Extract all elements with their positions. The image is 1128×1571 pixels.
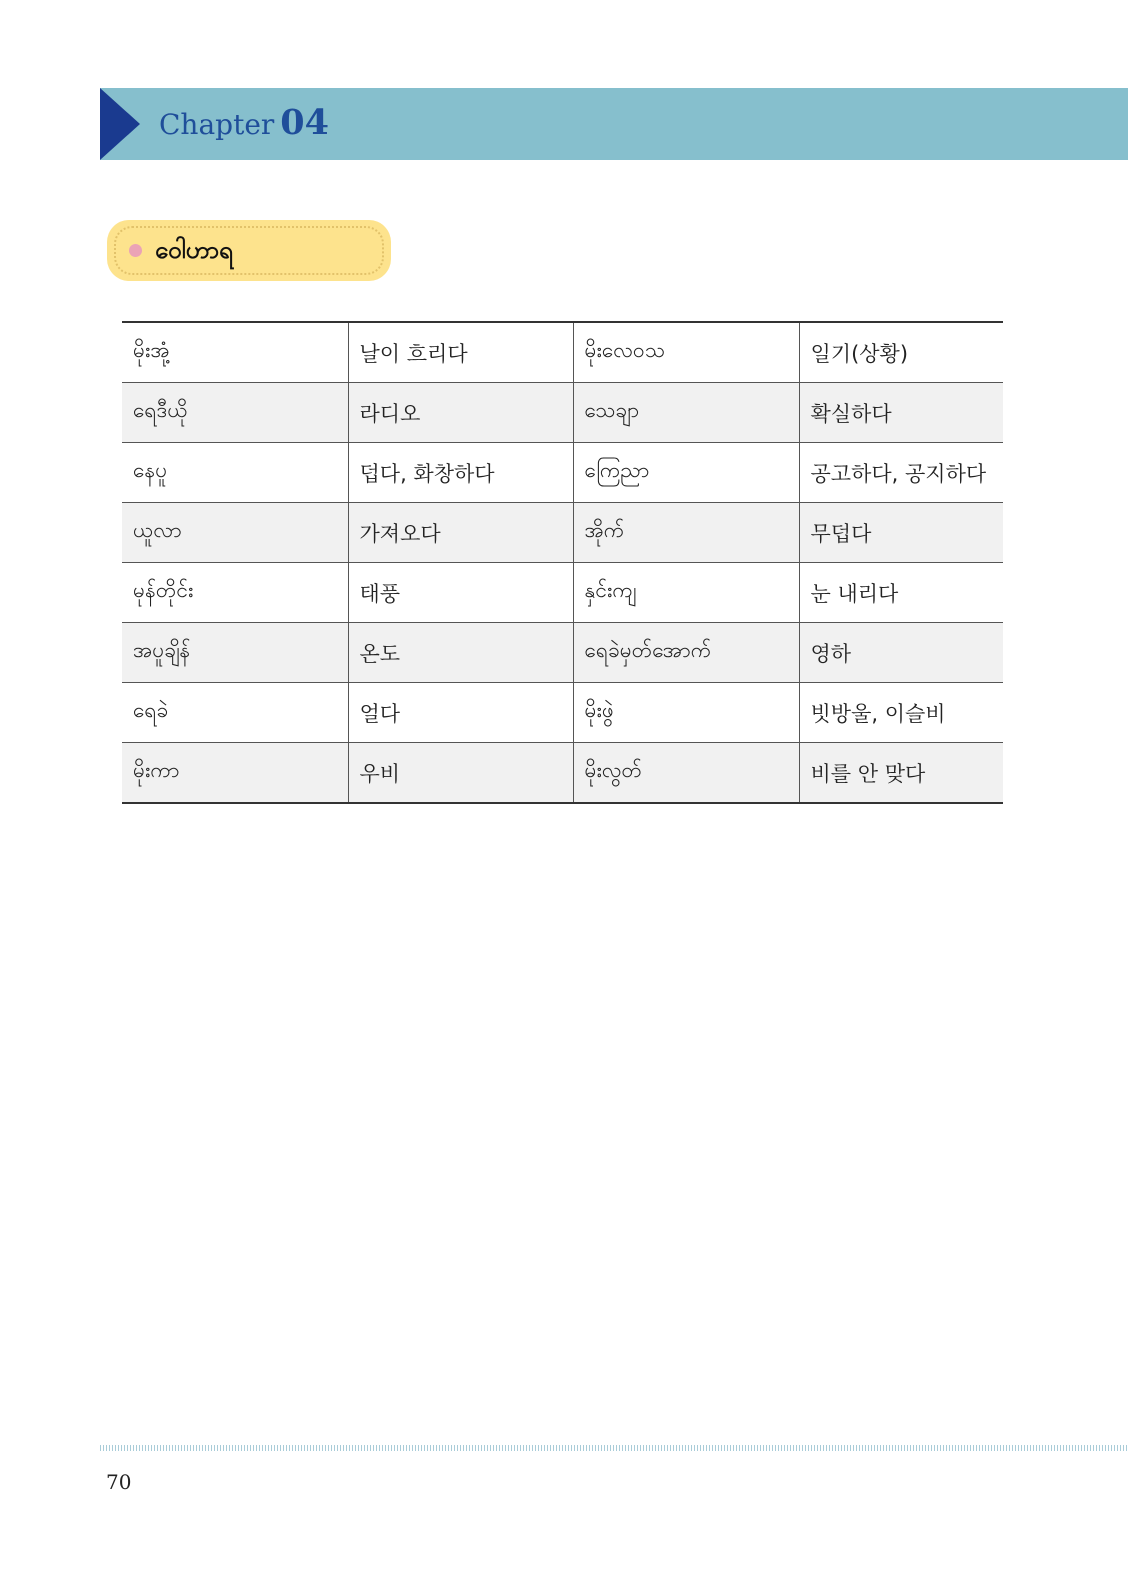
chapter-number: 04 (280, 102, 329, 143)
table-row (122, 383, 1003, 443)
burmese-term-cell: မိုးအုံ့ (122, 322, 348, 383)
korean-meaning-cell: 태풍 (348, 563, 573, 623)
burmese-term-cell: အပူချိန် (122, 623, 348, 683)
korean-meaning-cell: 날이 흐리다 (348, 322, 573, 383)
burmese-term-cell: အိုက် (573, 503, 799, 563)
table-row (122, 563, 1003, 623)
burmese-term-cell: မိုးဖွဲ (573, 683, 799, 743)
korean-meaning-cell: 공고하다, 공지하다 (799, 443, 1003, 503)
chapter-arrow-icon (100, 88, 140, 160)
burmese-term-cell: မိုးလွတ် (573, 743, 799, 804)
page-number: 70 (106, 1470, 132, 1494)
table-row (122, 503, 1003, 563)
korean-meaning-cell: 일기(상황) (799, 322, 1003, 383)
korean-meaning-cell: 눈 내리다 (799, 563, 1003, 623)
burmese-term-cell: နှင်းကျ (573, 563, 799, 623)
chapter-heading (159, 102, 329, 143)
korean-meaning-cell: 무덥다 (799, 503, 1003, 563)
chapter-word: Chapter (159, 108, 275, 141)
section-tag (107, 220, 391, 281)
burmese-term-cell: မိုးလေဝသ (573, 322, 799, 383)
table-row (122, 443, 1003, 503)
korean-meaning-cell: 비를 안 맞다 (799, 743, 1003, 804)
burmese-term-cell: မိုးကာ (122, 743, 348, 804)
section-title: ဝေါဟာရ (155, 236, 233, 264)
korean-meaning-cell: 빗방울, 이슬비 (799, 683, 1003, 743)
burmese-term-cell: ရေဒီယို (122, 383, 348, 443)
bullet-dot-icon (129, 244, 142, 257)
burmese-term-cell: ရေခဲ (122, 683, 348, 743)
burmese-term-cell: မုန်တိုင်း (122, 563, 348, 623)
table-row (122, 623, 1003, 683)
table-row (122, 743, 1003, 804)
burmese-term-cell: ကြေညာ (573, 443, 799, 503)
burmese-term-cell: နေပူ (122, 443, 348, 503)
korean-meaning-cell: 얼다 (348, 683, 573, 743)
footer-divider (100, 1445, 1128, 1451)
table-row (122, 683, 1003, 743)
vocabulary-table-body (122, 322, 1003, 803)
vocabulary-table (122, 321, 1003, 804)
korean-meaning-cell: 우비 (348, 743, 573, 804)
korean-meaning-cell: 영하 (799, 623, 1003, 683)
burmese-term-cell: ရေခဲမှတ်အောက် (573, 623, 799, 683)
burmese-term-cell: ယူလာ (122, 503, 348, 563)
table-row (122, 322, 1003, 383)
korean-meaning-cell: 덥다, 화창하다 (348, 443, 573, 503)
korean-meaning-cell: 라디오 (348, 383, 573, 443)
chapter-banner (100, 88, 1128, 160)
burmese-term-cell: သေချာ (573, 383, 799, 443)
korean-meaning-cell: 확실하다 (799, 383, 1003, 443)
korean-meaning-cell: 가져오다 (348, 503, 573, 563)
korean-meaning-cell: 온도 (348, 623, 573, 683)
